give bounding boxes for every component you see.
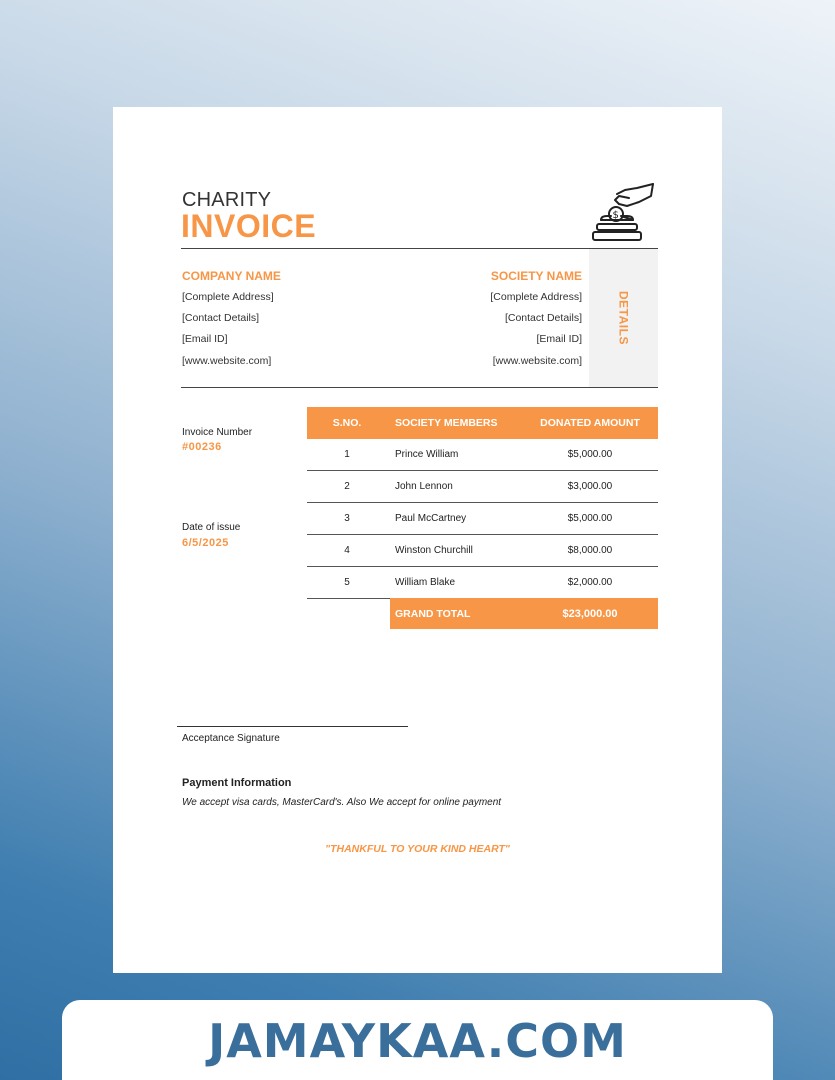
- header-rule: [181, 248, 658, 249]
- row-amount: $8,000.00: [567, 545, 613, 556]
- details-rule: [181, 387, 658, 388]
- company-website: [www.website.com]: [182, 355, 272, 367]
- header-amount: DONATED AMOUNT: [540, 417, 640, 429]
- row-amount: $5,000.00: [567, 513, 613, 524]
- society-website: [www.website.com]: [492, 355, 582, 367]
- grand-total-bar: [390, 598, 658, 629]
- society-name: SOCIETY NAME: [490, 269, 582, 283]
- invoice-page: [113, 107, 722, 973]
- title-charity: CHARITY: [182, 189, 272, 211]
- row-member: John Lennon: [395, 481, 453, 492]
- row-sno: 4: [344, 545, 350, 556]
- row-member: Winston Churchill: [395, 545, 473, 556]
- society-email: [Email ID]: [536, 333, 582, 345]
- header-sno: S.NO.: [332, 417, 362, 429]
- brand-banner-text: JAMAYKAA.COM: [208, 1014, 627, 1068]
- payment-title: Payment Information: [182, 777, 292, 789]
- donation-hand-icon: [589, 180, 659, 244]
- society-contact: [Contact Details]: [504, 312, 582, 324]
- invoice-number-label: Invoice Number: [182, 427, 253, 438]
- row-sno: 1: [344, 449, 350, 460]
- grand-total-value: $23,000.00: [562, 608, 618, 620]
- thanks-note: "THANKFUL TO YOUR KIND HEART": [325, 843, 510, 855]
- date-of-issue: 6/5/2025: [182, 537, 229, 549]
- payment-text: We accept visa cards, MasterCard's. Also We accept for online payment: [182, 797, 502, 808]
- details-label-wrap: [589, 249, 658, 387]
- table-row: [307, 439, 658, 471]
- company-email: [Email ID]: [182, 333, 228, 345]
- company-address: [Complete Address]: [182, 291, 274, 303]
- row-member: Prince William: [395, 449, 459, 460]
- title-invoice: INVOICE: [181, 208, 317, 244]
- row-amount: $3,000.00: [567, 481, 613, 492]
- row-member: William Blake: [395, 577, 456, 588]
- grand-total-label: GRAND TOTAL: [395, 608, 471, 620]
- society-address: [Complete Address]: [490, 291, 582, 303]
- row-sno: 3: [344, 513, 350, 524]
- svg-text:$: $: [612, 210, 619, 221]
- row-member: Paul McCartney: [395, 513, 467, 524]
- signature-label: Acceptance Signature: [182, 733, 280, 744]
- signature-line: [177, 726, 408, 727]
- invoice-number: #00236: [182, 441, 222, 453]
- table-row: [307, 535, 658, 567]
- company-contact: [Contact Details]: [182, 312, 260, 324]
- row-amount: $2,000.00: [567, 577, 613, 588]
- table-row: [307, 471, 658, 503]
- row-sno: 5: [344, 577, 350, 588]
- table-row: [307, 567, 658, 599]
- details-label: DETAILS: [616, 291, 631, 345]
- table-row: [307, 503, 658, 535]
- row-sno: 2: [344, 481, 350, 492]
- table-header: [307, 407, 658, 439]
- header-members: SOCIETY MEMBERS: [395, 417, 498, 429]
- date-of-issue-label: Date of issue: [182, 522, 241, 533]
- row-amount: $5,000.00: [567, 449, 613, 460]
- company-name: COMPANY NAME: [182, 269, 281, 283]
